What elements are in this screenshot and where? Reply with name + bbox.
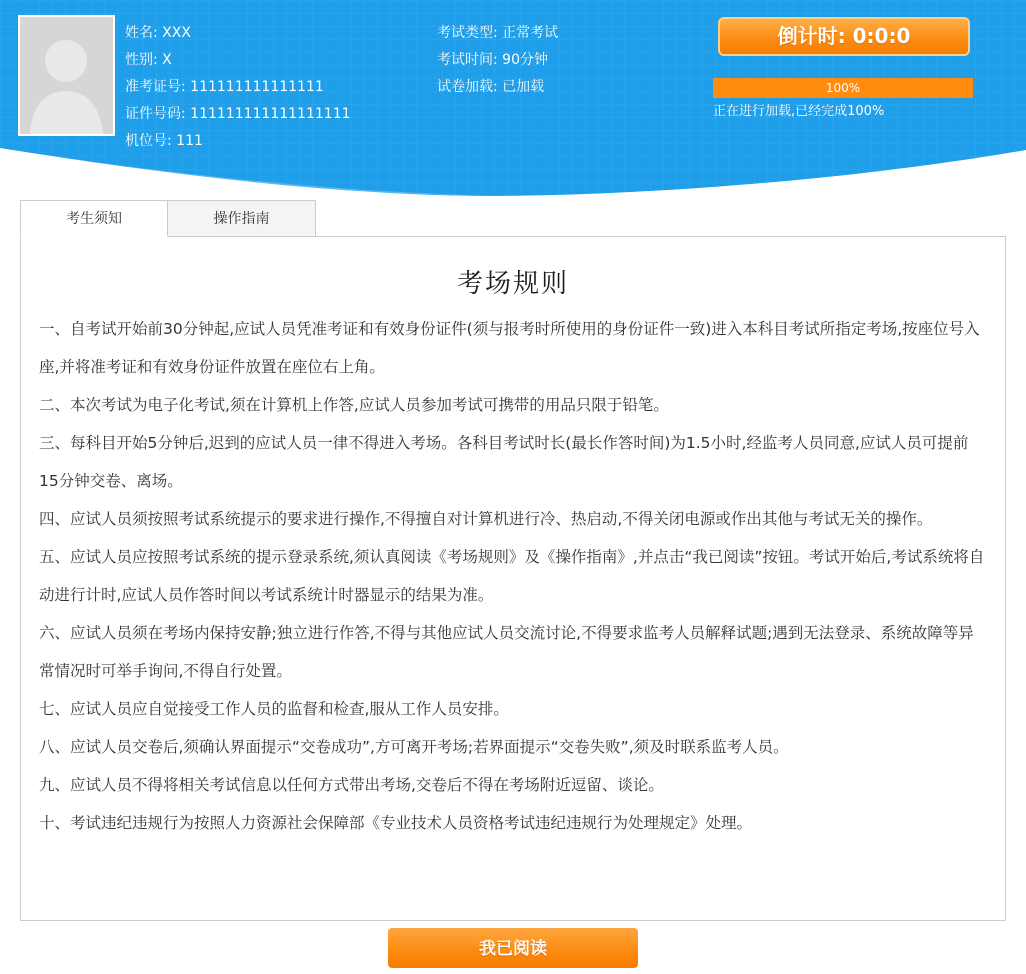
candidate-info [125, 20, 351, 155]
progress-percent: 100% [825, 81, 861, 95]
rule-item: 七、应试人员应自觉接受工作人员的监督和检查,服从工作人员安排。 [39, 700, 509, 718]
rule-item: 二、本次考试为电子化考试,须在计算机上作答,应试人员参加考试可携带的用品只限于铅笔。 [39, 396, 669, 414]
field-name: 姓名: XXX [125, 25, 191, 41]
field-exam-duration: 考试时间: 90分钟 [437, 52, 548, 68]
tab-operation-guide[interactable]: 操作指南 [168, 200, 316, 237]
rule-item: 十、考试违纪违规行为按照人力资源社会保障部《专业技术人员资格考试违纪违规行为处理规定》处理。 [39, 814, 753, 832]
i-have-read-button[interactable]: 我已阅读 [388, 928, 638, 968]
footer [20, 928, 1006, 968]
rule-item: 五、应试人员应按照考试系统的提示登录系统,须认真阅读《考场规则》及《操作指南》,并点击“我已阅读”按钮。考试开始后,考试系统将自动进行计时,应试人员作答时间以考试系统计时器显示的结果为准。 [39, 548, 985, 604]
exam-info [437, 20, 558, 101]
field-seat-no: 机位号: 111 [125, 133, 203, 149]
rule-item: 四、应试人员须按照考试系统提示的要求进行操作,不得擅自对计算机进行冷、热启动,不得关闭电源或作出其他与考试无关的操作。 [39, 510, 933, 528]
notice-title: 考场规则 [456, 269, 569, 299]
avatar-silhouette-icon [20, 17, 113, 134]
rule-item: 八、应试人员交卷后,须确认界面提示“交卷成功”,方可离开考场;若界面提示“交卷失败”,须及时联系监考人员。 [39, 738, 789, 756]
loading-progress-bar [713, 78, 973, 98]
rule-item: 九、应试人员不得将相关考试信息以任何方式带出考场,交卷后不得在考场附近逗留、谈论。 [39, 776, 664, 794]
countdown-timer [718, 17, 970, 56]
loading-status-text: 正在进行加载,已经完成100% [713, 104, 885, 119]
countdown-label: 倒计时: [777, 24, 846, 48]
exam-rules-text [39, 310, 987, 842]
tab-bar [20, 200, 1006, 237]
tab-candidate-notice[interactable]: 考生须知 [20, 200, 168, 237]
candidate-photo [18, 15, 115, 136]
field-exam-type: 考试类型: 正常考试 [437, 25, 559, 41]
field-admission-no: 准考证号: 111111111111111 [125, 79, 324, 95]
rule-item: 一、自考试开始前30分钟起,应试人员凭准考证和有效身份证件(须与报考时所使用的身份证件一致)进入本科目考试所指定考场,按座位号入座,并将准考证和有效身份证件放置在座位右上角。 [39, 320, 980, 376]
field-paper-load-status: 试卷加载: 已加载 [437, 79, 545, 95]
main-area [20, 200, 1006, 968]
header-banner [0, 0, 1026, 200]
rule-item: 六、应试人员须在考场内保持安静;独立进行作答,不得与其他应试人员交流讨论,不得要求监考人员解释试题;遇到无法登录、系统故障等异常情况时可举手询问,不得自行处置。 [39, 624, 974, 680]
notice-content-panel [20, 236, 1006, 921]
countdown-value: 0:0:0 [852, 24, 911, 48]
field-id-no: 证件号码: 111111111111111111 [125, 106, 351, 122]
rule-item: 三、每科目开始5分钟后,迟到的应试人员一律不得进入考场。各科目考试时长(最长作答时间)为1.5小时,经监考人员同意,应试人员可提前15分钟交卷、离场。 [39, 434, 969, 490]
field-gender: 性别: X [125, 52, 172, 68]
